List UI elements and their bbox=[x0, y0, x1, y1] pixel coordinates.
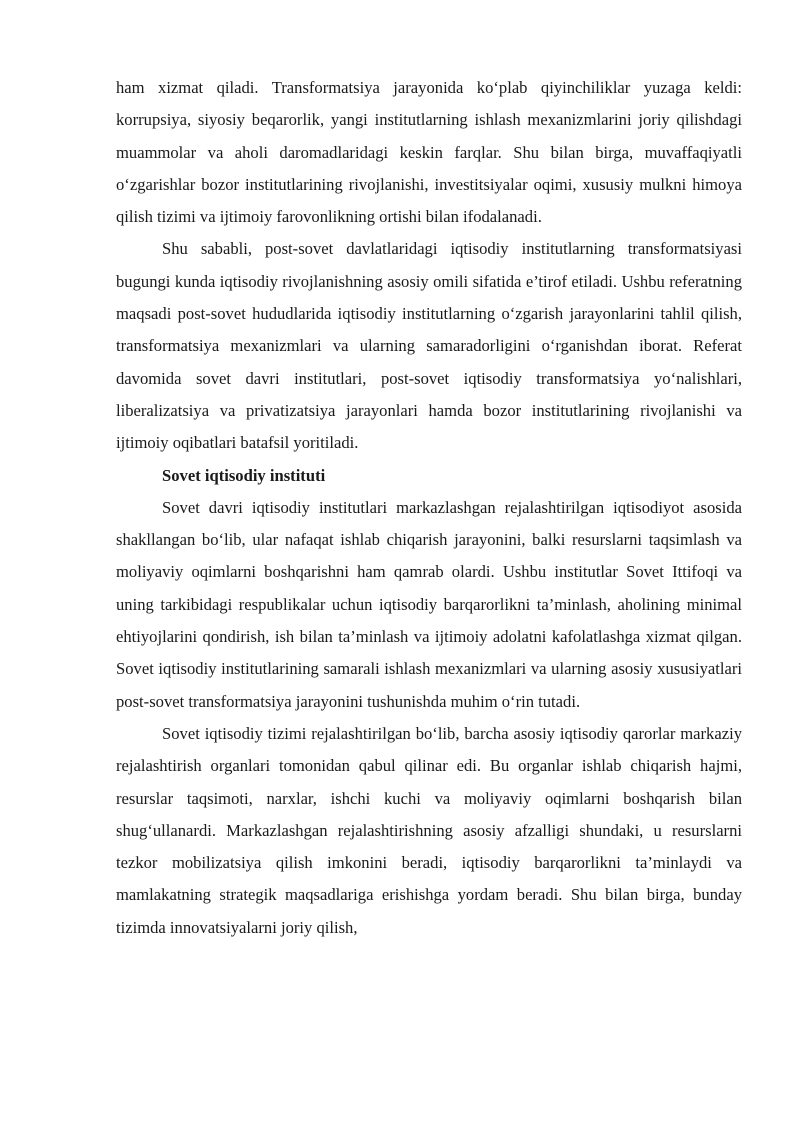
document-page bbox=[116, 72, 742, 944]
paragraph-planned-economy: Sovet iqtisodiy tizimi rejalashtirilgan bo‘lib, barcha asosiy iqtisodiy qarorlar markaziy rejalashtirish organlari tomonidan qabul qilinar edi. Bu organlar ishlab chiqarish hajmi, resurslar taqsimoti, narxlar, ishchi kuchi va moliyaviy oqimlarni boshqarish bilan shug‘ullanardi. Markazlashgan rejalashtirishning asosiy afzalligi shundaki, u resurslarni tezkor mobilizatsiya qilish imkonini beradi, iqtisodiy barqarorlikni ta’minlaydi va mamlakatning strategik maqsadlariga erishishga yordam beradi. Shu bilan birga, bunday tizimda innovatsiyalarni joriy qilish, bbox=[116, 723, 742, 937]
paragraph-purpose: Shu sababli, post-sovet davlatlaridagi iqtisodiy institutlarning transformatsiyasi bugungi kunda iqtisodiy rivojlanishning asosiy omili sifatida e’tirof etiladi. Ushbu referatning maqsadi post-sovet hududlarida iqtisodiy institutlarning o‘zgarish jarayonlarini tahlil qilish, transformatsiya mexanizmlari va ularning samaradorligini o‘rganishdan iborat. Referat davomida sovet davri institutlari, post-sovet iqtisodiy transformatsiya yo‘nalishlari, liberalizatsiya va privatizatsiya jarayonlari hamda bozor institutlarining rivojlanishi va ijtimoiy oqibatlari batafsil yoritiladi. bbox=[116, 239, 742, 453]
paragraph-soviet-institutions: Sovet davri iqtisodiy institutlari markazlashgan rejalashtirilgan iqtisodiyot asosida shakllangan bo‘lib, ular nafaqat ishlab chiqarish jarayonini, balki resurslarni taqsimlash va moliyaviy oqimlarni boshqarishni ham qamrab olardi. Ushbu institutlar Sovet Ittifoqi va uning tarkibidagi respublikalar uchun iqtisodiy barqarorlikni ta’minlash, aholining minimal ehtiyojlarini qondirish, ish bilan ta’minlash va ijtimoiy adolatni kafolatlashga xizmat qilgan. Sovet iqtisodiy institutlarining samarali ishlash mexanizmlari va ularning asosiy xususiyatlari post-sovet transformatsiya jarayonini tushunishda muhim o‘rin tutadi. bbox=[116, 497, 742, 711]
section-heading: Sovet iqtisodiy instituti bbox=[162, 465, 326, 485]
paragraph-continuation: ham xizmat qiladi. Transformatsiya jarayonida ko‘plab qiyinchiliklar yuzaga keldi: korrupsiya, siyosiy beqarorlik, yangi institutlarning ishlash mexanizmlarini joriy qilishdagi muammolar va aholi daromadlaridagi keskin farqlar. Shu bilan birga, muvaffaqiyatli o‘zgarishlar bozor institutlarining rivojlanishi, investitsiyalar oqimi, xususiy mulkni himoya qilish tizimi va ijtimoiy farovonlikning ortishi bilan ifodalanadi. bbox=[116, 78, 742, 227]
